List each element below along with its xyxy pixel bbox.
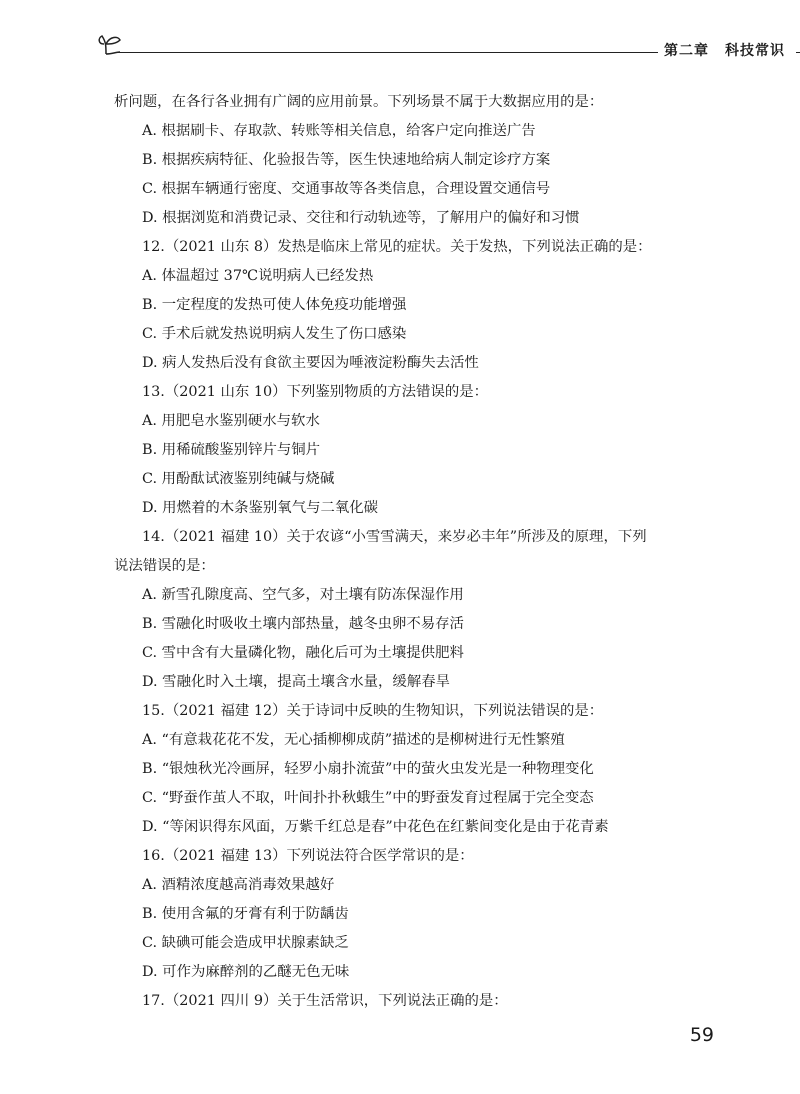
option-line: D. “等闲识得东风面，万紫千红总是春”中花色在红紫间变化是由于花青素 xyxy=(142,819,609,835)
question-stem: 16.（2021 福建 13）下列说法符合医学常识的是： xyxy=(142,848,474,864)
option-line: D. 病人发热后没有食欲主要因为唾液淀粉酶失去活性 xyxy=(142,355,479,371)
question-stem: 15.（2021 福建 12）关于诗词中反映的生物知识，下列说法错误的是： xyxy=(142,703,604,719)
option-line: C. 根据车辆通行密度、交通事故等各类信息，合理设置交通信号 xyxy=(142,181,551,197)
option-line: A. “有意栽花花不发，无心插柳柳成荫”描述的是柳树进行无性繁殖 xyxy=(142,732,565,748)
header-rule-tail xyxy=(796,52,800,53)
option-line: A. 酒精浓度越高消毒效果越好 xyxy=(142,877,335,893)
option-line: A. 根据刷卡、存取款、转账等相关信息，给客户定向推送广告 xyxy=(142,123,536,139)
option-line: C. 用酚酞试液鉴别纯碱与烧碱 xyxy=(142,471,335,487)
option-line: A. 新雪孔隙度高、空气多，对土壤有防冻保湿作用 xyxy=(142,587,464,603)
option-line: B. “银烛秋光冷画屏，轻罗小扇扑流萤”中的萤火虫发光是一种物理变化 xyxy=(142,761,594,777)
option-line: B. 使用含氟的牙膏有利于防龋齿 xyxy=(142,906,349,922)
option-line: C. 手术后就发热说明病人发生了伤口感染 xyxy=(142,326,407,342)
question-stem: 13.（2021 山东 10）下列鉴别物质的方法错误的是： xyxy=(142,384,489,400)
option-line: D. 雪融化时入土壤，提高土壤含水量，缓解春旱 xyxy=(142,674,450,690)
question-stem: 12.（2021 山东 8）发热是临床上常见的症状。关于发热，下列说法正确的是： xyxy=(142,239,652,255)
question-stem: 17.（2021 四川 9）关于生活常识，下列说法正确的是： xyxy=(142,993,508,1009)
page-header xyxy=(96,30,785,70)
option-line: C. “野蚕作茧人不取，叶间扑扑秋蛾生”中的野蚕发育过程属于完全变态 xyxy=(142,790,594,806)
text-line: 析问题，在各行各业拥有广阔的应用前景。下列场景不属于大数据应用的是： xyxy=(114,94,604,110)
chapter-title xyxy=(664,40,785,60)
question-content xyxy=(114,88,714,1016)
question-stem: 14.（2021 福建 10）关于农谚“小雪雪满天，来岁必丰年”所涉及的原理，下列 xyxy=(142,529,647,545)
question-stem-continued: 说法错误的是： xyxy=(114,558,215,574)
option-line: A. 体温超过 37℃说明病人已经发热 xyxy=(142,268,374,284)
option-line: C. 缺碘可能会造成甲状腺素缺乏 xyxy=(142,935,349,951)
option-line: A. 用肥皂水鉴别硬水与软水 xyxy=(142,413,320,429)
page-number: 59 xyxy=(689,1024,714,1046)
chapter-number: 第二章 xyxy=(664,43,709,59)
option-line: D. 根据浏览和消费记录、交往和行动轨迹等，了解用户的偏好和习惯 xyxy=(142,210,580,226)
option-line: B. 一定程度的发热可使人体免疫功能增强 xyxy=(142,297,407,313)
option-line: B. 用稀硫酸鉴别锌片与铜片 xyxy=(142,442,321,458)
option-line: D. 可作为麻醉剂的乙醚无色无味 xyxy=(142,964,350,980)
option-line: B. 根据疾病特征、化验报告等，医生快速地给病人制定诊疗方案 xyxy=(142,152,551,168)
option-line: D. 用燃着的木条鉴别氧气与二氧化碳 xyxy=(142,500,379,516)
section-title: 科技常识 xyxy=(725,43,785,59)
option-line: C. 雪中含有大量磷化物，融化后可为土壤提供肥料 xyxy=(142,645,464,661)
leaf-sprout-icon xyxy=(96,30,130,62)
option-line: B. 雪融化时吸收土壤内部热量，越冬虫卵不易存活 xyxy=(142,616,464,632)
header-rule xyxy=(118,52,658,53)
